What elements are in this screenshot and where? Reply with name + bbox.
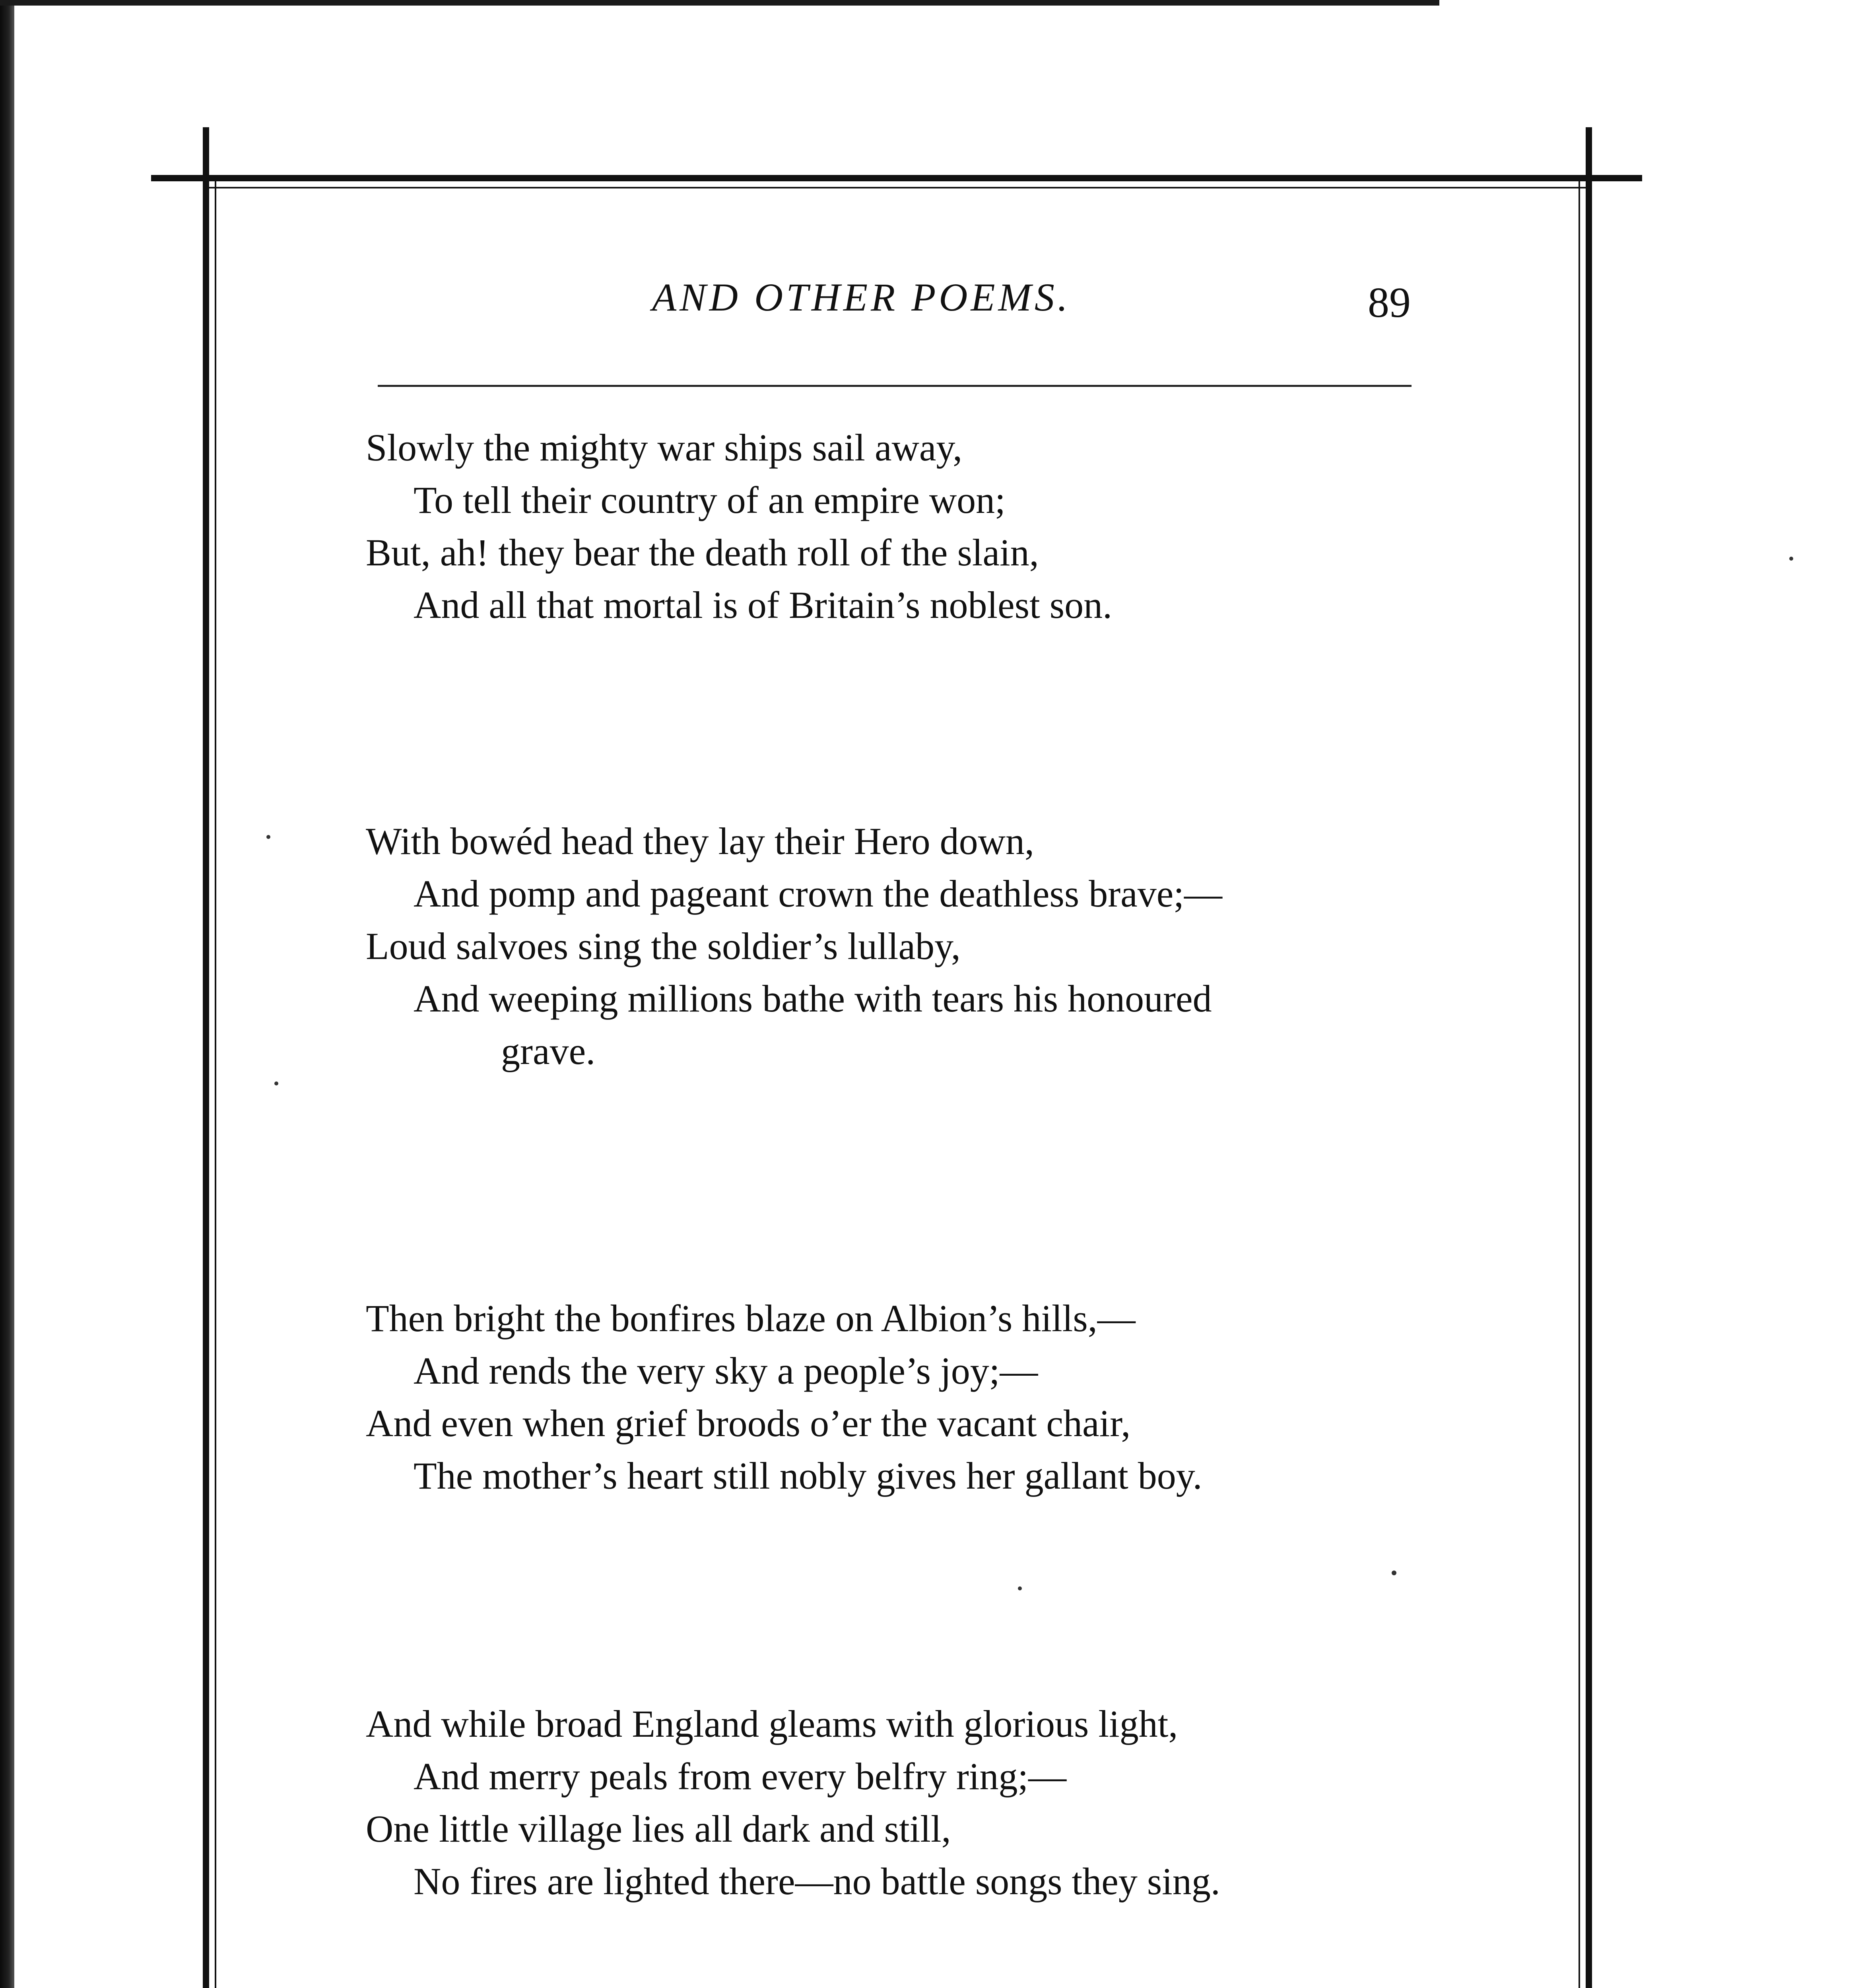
poem-line: Loud salvoes sing the soldier’s lullaby, bbox=[366, 925, 961, 967]
scan-speck bbox=[274, 1081, 278, 1085]
running-head: AND OTHER POEMS. bbox=[652, 275, 1071, 319]
poem-line: But, ah! they bear the death roll of the slain, bbox=[366, 531, 1039, 574]
poem-line: Then bright the bonfires blaze on Albion’s hills,— bbox=[366, 1297, 1136, 1340]
frame-right-inner-rule bbox=[1579, 175, 1580, 1988]
stanza-2 bbox=[366, 815, 1511, 1077]
poem-line: No fires are lighted there—no battle songs they sing. bbox=[414, 1860, 1220, 1903]
stanza-3 bbox=[366, 1292, 1511, 1502]
poem-line: And even when grief broods o’er the vacant chair, bbox=[366, 1402, 1131, 1444]
stanza-1 bbox=[366, 421, 1511, 631]
scan-edge-shadow bbox=[0, 0, 14, 1988]
poem-line: And while broad England gleams with glorious light, bbox=[366, 1703, 1178, 1745]
frame-left-rule bbox=[203, 127, 209, 1988]
scan-edge-top-shadow bbox=[0, 0, 1439, 6]
poem-line: And rends the very sky a people’s joy;— bbox=[414, 1349, 1038, 1392]
frame-top-rule bbox=[151, 175, 1642, 181]
poem-line: And all that mortal is of Britain’s noblest son. bbox=[414, 584, 1113, 626]
scan-speck bbox=[266, 835, 270, 839]
frame-right-rule bbox=[1586, 127, 1592, 1988]
page-number: 89 bbox=[1368, 279, 1411, 326]
poem-line: And weeping millions bathe with tears his honoured bbox=[414, 977, 1212, 1020]
scan-speck bbox=[1392, 1571, 1396, 1575]
frame-left-inner-rule bbox=[215, 175, 216, 1988]
poem-line: With bowéd head they lay their Hero down, bbox=[366, 820, 1034, 862]
scan-speck bbox=[1018, 1586, 1022, 1590]
stanza-4 bbox=[366, 1698, 1511, 1908]
poem-line: One little village lies all dark and still, bbox=[366, 1807, 951, 1850]
poem-line: To tell their country of an empire won; bbox=[414, 479, 1006, 521]
header-rule bbox=[378, 385, 1412, 387]
poem-line: grave. bbox=[501, 1030, 596, 1072]
frame-top-inner-rule bbox=[207, 187, 1590, 188]
scan-speck bbox=[1789, 557, 1793, 561]
poem-line: The mother’s heart still nobly gives her gallant boy. bbox=[414, 1454, 1202, 1497]
poem-line: Slowly the mighty war ships sail away, bbox=[366, 426, 963, 469]
poem-line: And pomp and pageant crown the deathless brave;— bbox=[414, 872, 1223, 915]
poem-line: And merry peals from every belfry ring;— bbox=[414, 1755, 1067, 1798]
